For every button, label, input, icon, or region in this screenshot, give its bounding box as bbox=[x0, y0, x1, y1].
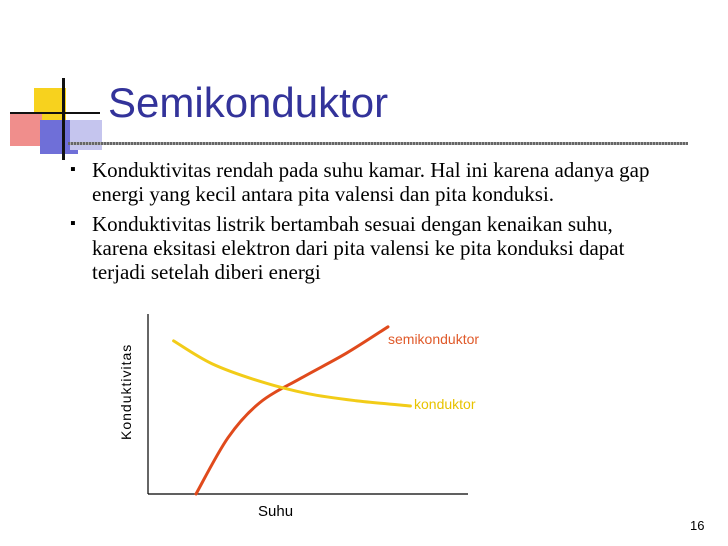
bullet-text: Konduktivitas rendah pada suhu kamar. Hal ini karena adanya gap energi yang kecil antara pita valensi dan pita konduksi. bbox=[92, 158, 650, 206]
bullet-icon: ▪ bbox=[70, 161, 76, 178]
logo-lavender-square bbox=[70, 120, 102, 150]
y-axis-label: Konduktivitas bbox=[118, 343, 134, 440]
bullet-item bbox=[70, 212, 670, 284]
series-label-konduktor: konduktor bbox=[414, 396, 476, 412]
bullet-icon: ▪ bbox=[70, 215, 76, 232]
x-axis-label: Suhu bbox=[258, 503, 294, 520]
bullet-text: Konduktivitas listrik bertambah sesuai dengan kenaikan suhu, karena eksitasi elektron dari pita valensi ke pita konduksi dapat terjadi setelah diberi energi bbox=[92, 212, 625, 284]
bullet-item bbox=[70, 158, 670, 206]
series-line-konduktor bbox=[174, 341, 411, 406]
bullet-list bbox=[70, 158, 670, 290]
slide-title: Semikonduktor bbox=[108, 79, 389, 126]
title-divider bbox=[68, 142, 688, 145]
series-label-semikonduktor: semikonduktor bbox=[388, 331, 480, 347]
logo-red-square bbox=[10, 114, 42, 146]
series-line-semikonduktor bbox=[196, 327, 388, 494]
page-number: 16 bbox=[690, 518, 705, 533]
logo-vertical-line bbox=[62, 78, 65, 160]
logo-horizontal-line bbox=[10, 112, 100, 114]
